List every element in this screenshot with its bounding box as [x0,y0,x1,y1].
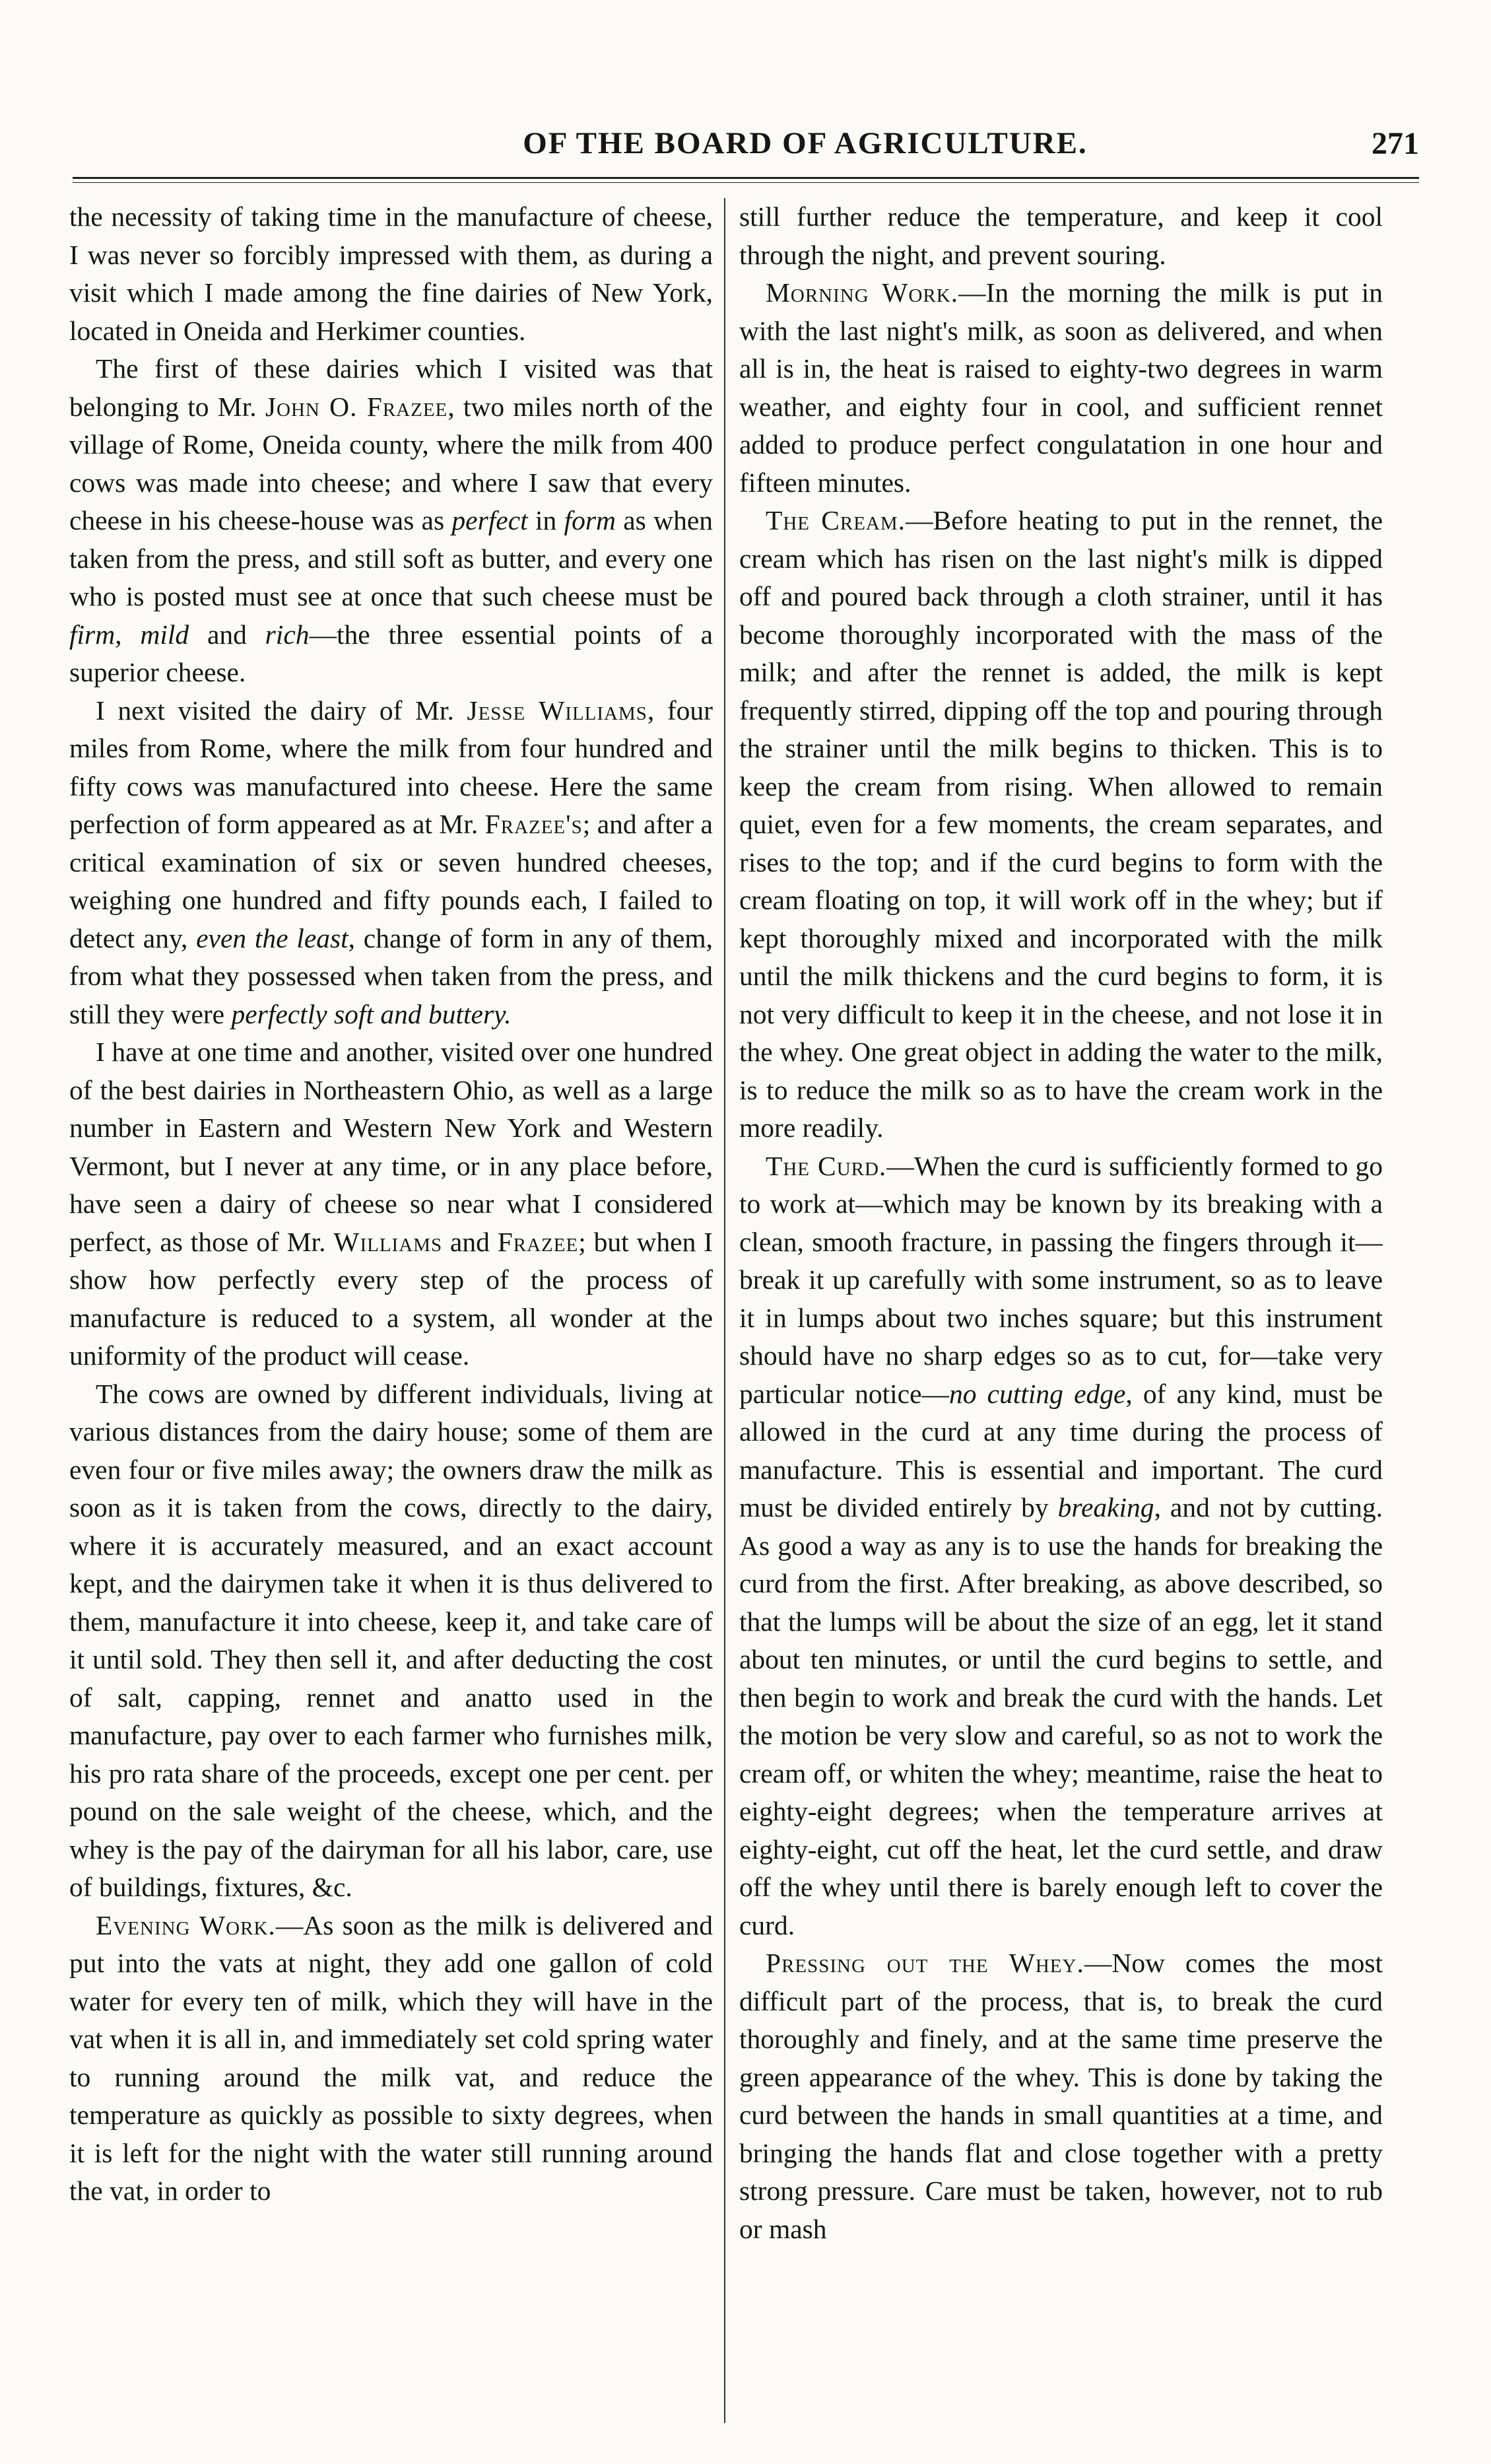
column-divider [724,198,725,2423]
paragraph: I next visited the dairy of Mr. Jesse Williams, four miles from Rome, where the milk from four hundred and fifty cows was manufactured into cheese. Here the same perfection of form appeared as at Mr. Frazee's; and after a critical examination of six or seven hundred cheeses, weighing one hundred and fifty pounds each, I failed to detect any, even the least, change of form in any of them, from what they possessed when taken from the press, and still they were perfectly soft and buttery. [69,695,713,1029]
paragraph: still further reduce the temperature, and keep it cool through the night, and prevent souring. [739,201,1383,270]
paragraph: I have at one time and another, visited over one hundred of the best dairies in Northeastern Ohio, as well as a large number in Eastern and Western New York and Western Vermont, but I never at any time, or in any place before, have seen a dairy of cheese so near what I considered perfect, as those of Mr. Williams and Frazee; but when I show how perfectly every step of the process of manufacture is reduced to a system, all wonder at the uniformity of the product will cease. [69,1037,713,1371]
section-heading: Evening Work. [96,1909,276,1940]
paragraph: The Curd.—When the curd is sufficiently formed to go to work at—which may be known by its breaking with a clean, smooth fracture, in passing the fingers through it—break it up carefully with some instrument, so as to leave it in lumps about two inches square; but this instrument should have no sharp edges so as to cut, for—take very particular notice—no cutting edge, of any kind, must be allowed in the curd at any time during the process of manufacture. This is essential and important. The curd must be divided entirely by breaking, and not by cutting. As good a way as any is to use the hands for breaking the curd from the first. After breaking, as above described, so that the lumps will be about the size of an egg, let it stand about ten minutes, or until the curd begins to settle, and then begin to work and break the curd with the hands. Let the motion be very slow and careful, so as not to work the cream off, or whiten the whey; meantime, raise the heat to eighty-eight degrees; when the temperature arrives at eighty-eight, cut off the heat, let the curd settle, and draw off the whey until there is barely enough left to cover the curd. [739,1150,1383,1940]
right-column [739,198,1383,2443]
running-head: OF THE BOARD OF AGRICULTURE. [523,126,1088,160]
paragraph: The cows are owned by different individuals, living at various distances from the dairy house; some of them are even four or five miles away; the owners draw the milk as soon as it is taken from the cows, directly to the dairy, where it is accurately measured, and an exact account kept, and the dairymen take it when it is thus delivered to them, manufacture it into cheese, keep it, and take care of it until sold. They then sell it, and after deducting the cost of salt, capping, rennet and anatto used in the manufacture, pay over to each farmer who furnishes milk, his pro rata share of the proceeds, except one per cent. per pound on the sale weight of the cheese, which, and the whey is the pay of the dairyman for all his labor, care, use of buildings, fixtures, &c. [69,1378,713,1902]
section-heading: The Curd. [766,1150,887,1181]
section-heading: The Cream. [766,505,906,535]
page-number: 271 [1372,125,1419,161]
page-header [73,114,1419,173]
paragraph: Morning Work.—In the morning the milk is put in with the last night's milk, as soon as delivered, and when all is in, the heat is raised to eighty-two degrees in warm weather, and eighty four in cool, and sufficient rennet added to produce perfect congulatation in one hour and fifteen minutes. [739,277,1383,498]
person-name: John O. Frazee [265,391,448,422]
header-rule-thin [73,182,1419,183]
header-rule [73,177,1419,179]
person-name: Jesse Williams [467,695,647,726]
left-column [69,198,713,2443]
paragraph: The first of these dairies which I visited was that belonging to Mr. John O. Frazee, two miles north of the village of Rome, Oneida county, where the milk from 400 cows was made into cheese; and where I saw that every cheese in his cheese-house was as perfect in form as when taken from the press, and still soft as butter, and every one who is posted must see at once that such cheese must be firm, mild and rich—the three essential points of a superior cheese. [69,353,713,687]
paragraph: the necessity of taking time in the manufacture of cheese, I was never so forcibly impressed with them, as during a visit which I made among the fine dairies of New York, located in Oneida and Herkimer counties. [69,201,713,346]
paragraph: Pressing out the Whey.—Now comes the most difficult part of the process, that is, to break the curd thoroughly and finely, and at the same time preserve the green appearance of the whey. This is done by taking the curd between the hands in small quantities at a time, and bringing the hands flat and close together with a pretty strong pressure. Care must be taken, however, not to rub or mash [739,1948,1383,2244]
paragraph: Evening Work.—As soon as the milk is delivered and put into the vats at night, they add one gallon of cold water for every ten of milk, which they will have in the vat when it is all in, and immediately set cold spring water to running around the milk vat, and reduce the temperature as quickly as possible to sixty degrees, when it is left for the night with the water still running around the vat, in order to [69,1909,713,2206]
section-heading: Morning Work. [766,277,959,308]
paragraph: The Cream.—Before heating to put in the rennet, the cream which has risen on the last night's milk is dipped off and poured back through a cloth strainer, until it has become thoroughly incorporated with the mass of the milk; and after the rennet is added, the milk is kept frequently stirred, dipping off the top and pouring through the strainer until the milk begins to thicken. This is to keep the cream from rising. When allowed to remain quiet, even for a few moments, the cream separates, and rises to the top; and if the curd begins to form with the cream floating on top, it will work off in the whey; but if kept thoroughly mixed and incorporated with the milk until the milk thickens and the curd begins to form, it is not very difficult to keep it in the cheese, and not lose it in the whey. One great object in adding the water to the milk, is to reduce the milk so as to have the cream work in the more readily. [739,505,1383,1143]
section-heading: Pressing out the Whey. [766,1948,1084,1978]
